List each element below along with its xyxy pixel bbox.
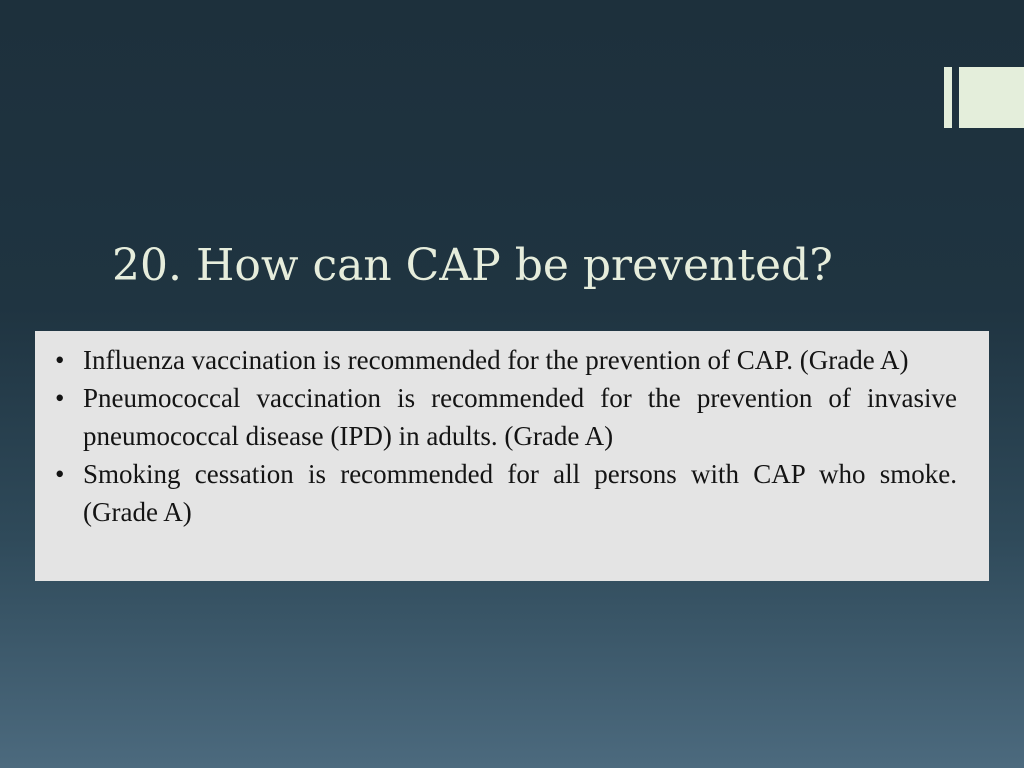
accent-bar-wide — [959, 67, 1024, 128]
bullet-icon: • — [55, 345, 65, 375]
bullet-text: Influenza vaccination is recommended for the prevention of CAP. (Grade A) — [83, 345, 909, 375]
bullet-icon: • — [55, 383, 65, 413]
bullet-text: Pneumococcal vaccination is recommended for the prevention of invasive pneumococcal disease (IPD) in adults. (Grade A) — [83, 383, 957, 451]
slide-title: 20. How can CAP be prevented? — [112, 240, 833, 291]
content-box — [35, 331, 989, 581]
bullet-list — [55, 341, 957, 531]
bullet-item-pneumococcal — [55, 379, 957, 455]
bullet-text: Smoking cessation is recommended for all persons with CAP who smoke. (Grade A) — [83, 459, 957, 527]
bullet-item-influenza — [55, 341, 957, 379]
decorative-accent-bars — [944, 67, 1024, 128]
bullet-icon: • — [55, 459, 65, 489]
bullet-item-smoking — [55, 455, 957, 531]
accent-bar-thin — [944, 67, 952, 128]
